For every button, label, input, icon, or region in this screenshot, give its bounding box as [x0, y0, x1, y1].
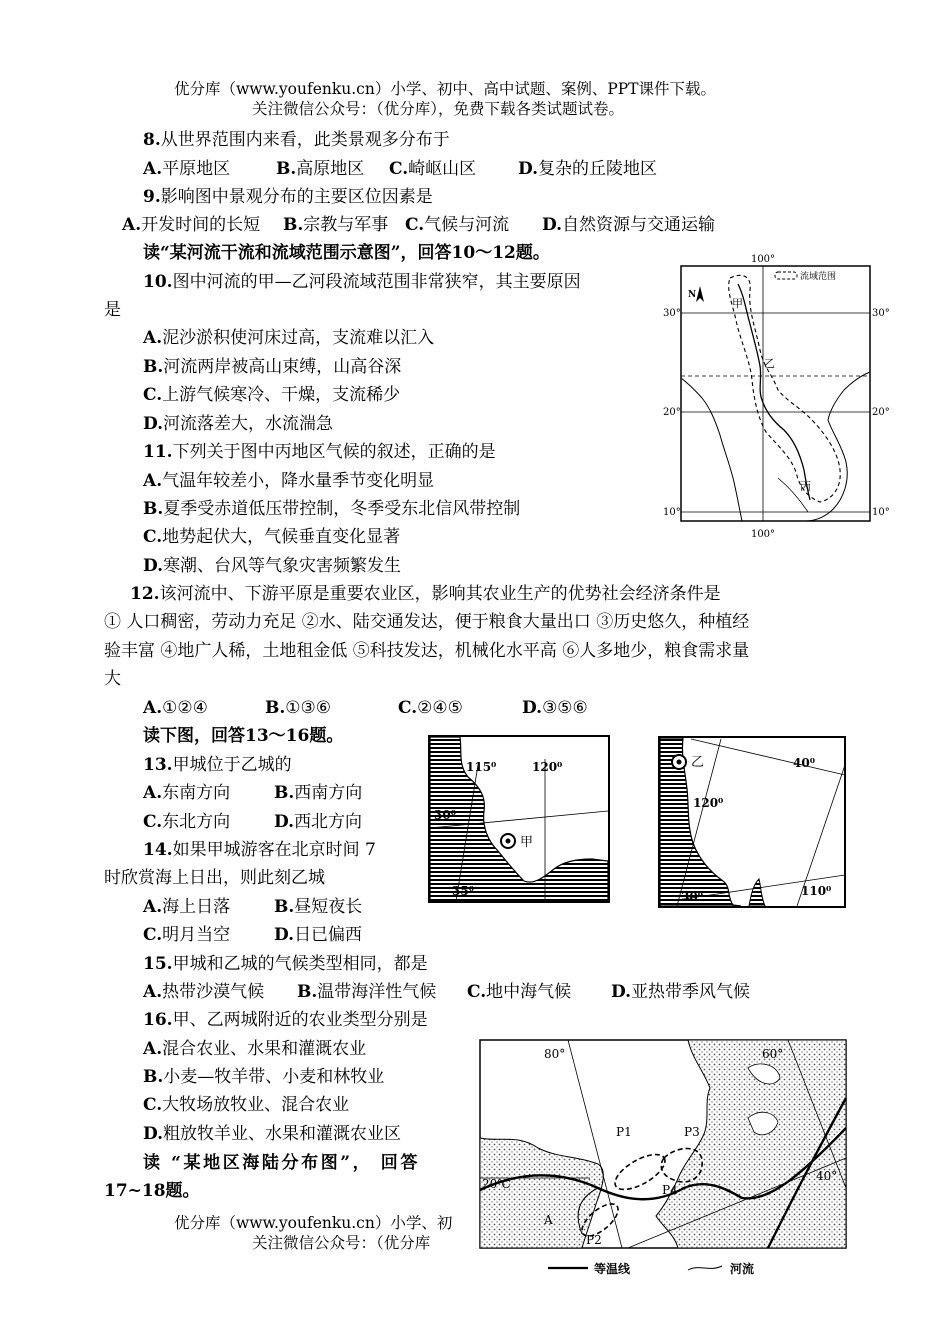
reading-intro-10-12: 读“某河流干流和流域范围示意图”，回答10～12题。: [143, 243, 550, 263]
lat10-right: 10°: [872, 507, 890, 518]
question-8-options: [143, 158, 657, 180]
question-12-items-2: 验丰富 ④地广人稀，土地租金低 ⑤科技发达，机械化水平高 ⑥人多地少，粮食需求量: [104, 641, 750, 661]
lon120-label: 120⁰: [532, 760, 563, 774]
lat30-label: 30⁰: [681, 890, 703, 904]
option-a: A.①②④: [143, 698, 208, 718]
question-11-option-c: C.地势起伏大，气候垂直变化显著: [143, 527, 401, 547]
header-line-1: 优分库（www.youfenku.cn）小学、初中、高中试题、案例、PPT课件下载。: [174, 80, 717, 98]
city-jia-label: 甲: [520, 835, 534, 850]
label-yi: 乙: [764, 357, 775, 370]
city-yi-label: 乙: [691, 755, 705, 770]
lat80-label: 80°: [544, 1047, 566, 1061]
lon115-label: 115⁰: [466, 760, 497, 774]
question-9-stem: 9.影响图中景观分布的主要区位因素是: [143, 187, 433, 207]
lat30-right: 30°: [872, 308, 890, 319]
city-jia-map: [428, 735, 612, 905]
question-12-items-1: ① 人口稠密，劳动力充足 ②水、陆交通发达，便于粮食大量出口 ③历史悠久，种植经: [104, 612, 750, 632]
label-bing: 丙: [800, 480, 811, 493]
p3-label: P3: [684, 1125, 700, 1139]
question-15-stem: 15.甲城和乙城的气候类型相同，都是: [143, 954, 428, 974]
lon-label-bottom: 100°: [750, 529, 776, 540]
question-13-stem: 13.甲城位于乙城的: [143, 755, 292, 775]
question-8-stem: 8.从世界范围内来看，此类景观多分布于: [143, 130, 450, 150]
legend-river-label: 河流: [730, 1262, 755, 1276]
question-10-option-b: B.河流两岸被高山束缚，山高谷深: [143, 357, 402, 377]
reading-intro-13-16: 读下图，回答13～16题。: [143, 726, 344, 746]
question-14-options-cd: C.明月当空 D.日已偏西: [143, 925, 363, 945]
p4-label: P4: [662, 1183, 678, 1197]
lon120-label: 120⁰: [693, 796, 724, 810]
legend-basin-label: 流域范围: [800, 272, 837, 282]
lat30-label: 30⁰: [434, 808, 456, 822]
option-a: A.平原地区: [143, 159, 231, 179]
legend-isotherm-label: 等温线: [594, 1262, 631, 1276]
p2-label: P2: [586, 1233, 602, 1247]
isotherm-label: 20℃: [482, 1177, 511, 1191]
legend-river-symbol: [688, 1266, 722, 1270]
river-basin-map: [660, 250, 892, 542]
a-label: A: [544, 1213, 553, 1227]
question-10-option-c: C.上游气候寒冷、干燥，支流稀少: [143, 385, 401, 405]
question-10-stem: 10.图中河流的甲—乙河段流域范围非常狭窄，其主要原因: [143, 272, 581, 292]
header-line-2: 关注微信公众号：（优分库），免费下载各类试题试卷。: [252, 100, 625, 118]
question-13-options-ab: A.东南方向 B.西南方向: [143, 783, 363, 803]
lon110-label: 110⁰: [801, 884, 832, 898]
question-11-stem: 11.下列关于图中丙地区气候的叙述，正确的是: [143, 442, 496, 462]
option-d: D.③⑤⑥: [522, 698, 588, 718]
question-16-option-c: C.大牧场放牧业、混合农业: [143, 1095, 350, 1115]
lat10-left: 10°: [663, 507, 681, 518]
question-10-option-a: A.泥沙淤积使河床过高，支流难以汇入: [143, 328, 435, 348]
city-yi-map: [657, 735, 849, 913]
option-c: C.②④⑤: [398, 698, 463, 718]
question-12-items-3: 大: [104, 669, 121, 689]
option-a: A.开发时间的长短: [122, 215, 261, 235]
lat35-label: 35⁰: [452, 884, 474, 898]
option-b: B.①③⑥: [265, 698, 332, 718]
question-12-stem: 12.该河流中、下游平原是重要农业区，影响其农业生产的优势社会经济条件是: [130, 584, 721, 604]
option-c: C.崎岖山区: [389, 159, 477, 179]
question-12-options: [143, 697, 588, 719]
option-c: C.气候与河流: [405, 215, 510, 235]
option-d: D.自然资源与交通运输: [542, 215, 716, 235]
footer-line-2: 关注微信公众号：（优分库: [252, 1234, 431, 1252]
lat20-right: 20°: [872, 407, 890, 418]
lat40-label: 40⁰: [793, 756, 815, 770]
p1-label: P1: [616, 1125, 632, 1139]
question-11-option-a: A.气温年较差小，降水量季节变化明显: [143, 471, 435, 491]
question-16-option-d: D.粗放牧羊业、水果和灌溉农业区: [143, 1124, 402, 1144]
question-14-options-ab: A.海上日落 B.昼短夜长: [143, 897, 363, 917]
lat60-label: 60°: [762, 1047, 784, 1061]
reading-intro-17-18-cont: 17~18题。: [104, 1181, 200, 1201]
option-b: B.高原地区: [276, 159, 365, 179]
question-10-stem-cont: 是: [104, 300, 121, 320]
lon-label-top: 100°: [750, 254, 776, 265]
land-sea-map: [478, 1038, 850, 1284]
lat40-label: 40°: [816, 1169, 838, 1183]
option-b: B.宗教与军事: [283, 215, 389, 235]
question-13-options-cd: C.东北方向 D.西北方向: [143, 812, 363, 832]
label-jia: 甲: [732, 297, 743, 310]
question-9-options: [122, 214, 715, 236]
question-11-option-b: B.夏季受赤道低压带控制，冬季受东北信风带控制: [143, 499, 521, 519]
question-15-options: A.热带沙漠气候 B.温带海洋性气候 C.地中海气候 D.亚热带季风气候: [143, 982, 751, 1002]
north-label: N: [688, 290, 697, 300]
question-14-stem-cont: 时欣赏海上日出，则此刻乙城: [104, 868, 325, 888]
option-d: D.复杂的丘陵地区: [518, 159, 658, 179]
question-11-option-d: D.寒潮、台风等气象灾害频繁发生: [143, 556, 402, 576]
question-14-stem: 14.如果甲城游客在北京时间 7: [143, 840, 376, 860]
lat20-left: 20°: [663, 407, 681, 418]
question-10-option-d: D.河流落差大，水流湍急: [143, 414, 334, 434]
question-16-option-a: A.混合农业、水果和灌溉农业: [143, 1039, 367, 1059]
lat30-left: 30°: [663, 308, 681, 319]
question-16-stem: 16.甲、乙两城附近的农业类型分别是: [143, 1010, 428, 1030]
question-16-option-b: B.小麦—牧羊带、小麦和林牧业: [143, 1067, 385, 1087]
footer-line-1: 优分库（www.youfenku.cn）小学、初: [174, 1214, 453, 1232]
reading-intro-17-18: 读 “某地区海陆分布图”， 回答: [143, 1153, 420, 1173]
